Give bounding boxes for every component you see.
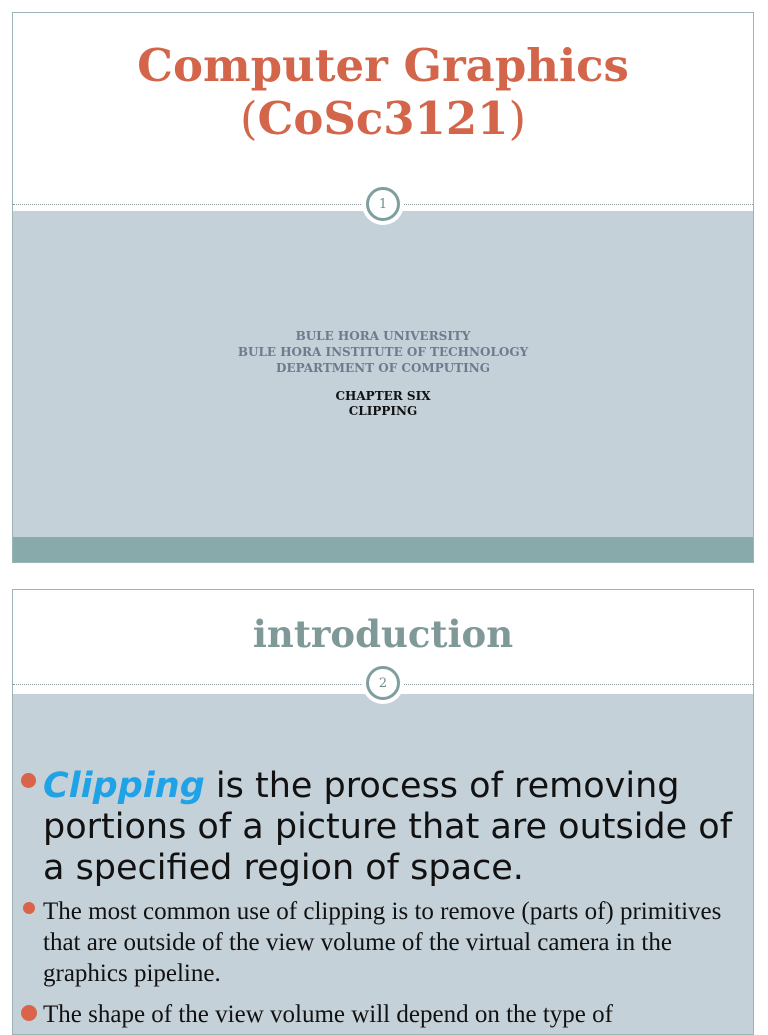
university-name: BULE HORA UNIVERSITY xyxy=(295,329,471,343)
bullet-text: is the process of removing portions of a picture that are outside of a specified region of space. xyxy=(43,766,733,888)
slide-title xyxy=(13,39,753,145)
title-line-1: Computer Graphics xyxy=(137,39,629,92)
paren-open: ( xyxy=(239,92,258,145)
subtitle-area xyxy=(13,211,753,537)
department-name: DEPARTMENT OF COMPUTING xyxy=(276,361,490,375)
slide-title: introduction xyxy=(252,612,514,656)
slide-number-badge: 2 xyxy=(366,666,400,700)
footer-band xyxy=(13,537,753,563)
bullet-item xyxy=(43,896,737,989)
slide-number-badge: 1 xyxy=(366,187,400,221)
bullet-dot-icon xyxy=(23,902,35,914)
keyword: Clipping xyxy=(43,766,205,806)
paren-close: ) xyxy=(508,92,527,145)
bullet-item xyxy=(43,999,737,1030)
bullet-item xyxy=(43,766,737,889)
bullet-dot-icon xyxy=(21,1005,37,1021)
bullet-dot-icon xyxy=(21,773,36,788)
institute-name: BULE HORA INSTITUTE OF TECHNOLOGY xyxy=(237,345,529,359)
chapter-block xyxy=(13,389,753,419)
chapter-title: CLIPPING xyxy=(348,404,418,418)
bullet-text: The most common use of clipping is to remove (parts of) primitives that are outside of the view volume of the virtual camera in the graphics pipeline. xyxy=(43,898,722,987)
chapter-number: CHAPTER SIX xyxy=(335,389,431,403)
title-line-2 xyxy=(13,92,753,145)
institution-block xyxy=(13,328,753,376)
title-area xyxy=(13,13,753,211)
slide-2 xyxy=(12,589,754,1035)
course-code: CoSc3121 xyxy=(257,92,509,145)
bullet-text: The shape of the view volume will depend on the type of xyxy=(43,1001,613,1028)
slide-1 xyxy=(12,12,754,563)
content-area xyxy=(13,694,753,1035)
